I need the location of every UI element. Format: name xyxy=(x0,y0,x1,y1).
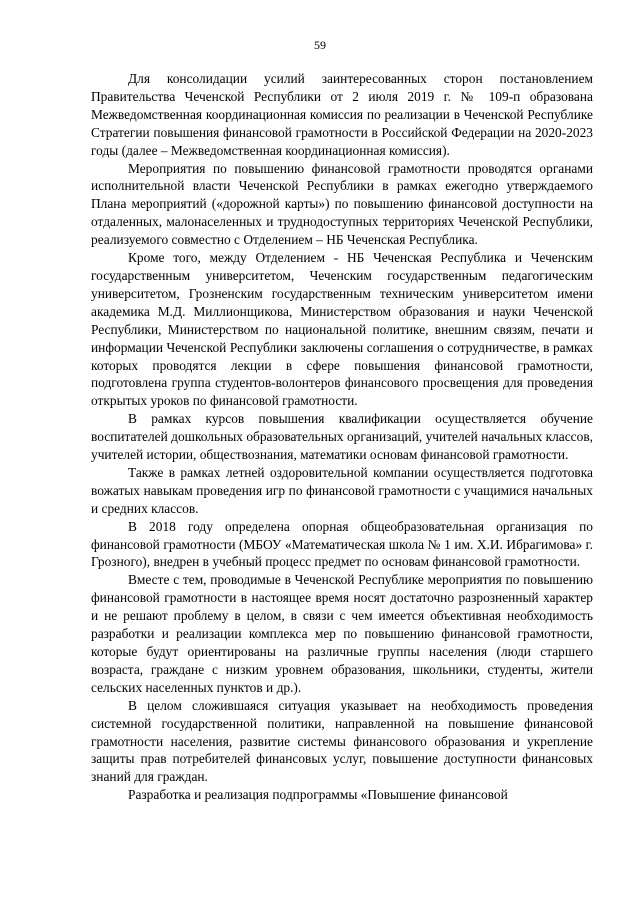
paragraph-teacher-training: В рамках курсов повышения квалификации осуществляется обучение воспитателей дошкольных образовательных организаций, учителей начальных классов, учителей истории, обществознания, математики основам финансовой грамотности. xyxy=(91,411,593,463)
paragraph-subprogram-development: Разработка и реализация подпрограммы «Повышение финансовой xyxy=(128,787,508,803)
page-number: 59 xyxy=(314,38,326,52)
paragraph-summer-camp: Также в рамках летней оздоровительной компании осуществляется подготовка вожатых навыкам проведения игр по финансовой грамотности с учащимися начальных и средних классов. xyxy=(91,464,593,516)
document-body xyxy=(91,70,593,804)
paragraph-roadmap-measures: Мероприятия по повышению финансовой грамотности проводятся органами исполнительной власти Чеченской Республики в рамках ежегодно утверждаемого Плана мероприятий («дорожной карты») по повышению финансовой доступности на отдаленных, малонаселенных и труднодоступных территориях Чеченской Республики, реализуемого совместно с Отделением – НБ Чеченская Республика. xyxy=(91,160,593,248)
paragraph-interdepartmental-commission: Для консолидации усилий заинтересованных сторон постановлением Правительства Чеченской Республики от 2 июля 2019 г. № 109-п образована Межведомственная координационная комиссия по реализации в Чеченской Республике Стратегии повышения финансовой грамотности в Российской Федерации на 2020-2023 годы (далее – Межведомственная координационная комиссия). xyxy=(91,71,593,158)
paragraph-fragmented-measures: Вместе с тем, проводимые в Чеченской Республике мероприятия по повышению финансовой грамотности в настоящее время носят достаточно разрозненный характер и не решают проблему в целом, в связи с чем имеется объективная необходимость разработки и реализации комплекса мер по повышению финансовой грамотности, которые будут ориентированы на различные группы населения (люди старшего возраста, граждане с низким уровнем образования, школьники, студенты, жители сельских населенных пунктов и др.). xyxy=(91,572,593,695)
paragraph-state-policy-need: В целом сложившаяся ситуация указывает на необходимость проведения системной государственной политики, направленной на повышение финансовой грамотности населения, развитие системы финансового образования и укрепление защиты прав потребителей финансовых услуг, повышение доступности финансовых знаний для граждан. xyxy=(91,697,593,785)
paragraph-reference-school: В 2018 году определена опорная общеобразовательная организация по финансовой грамотности (МБОУ «Математическая школа № 1 им. Х.И. Ибрагимова» г. Грозного), внедрен в учебный процесс предмет по основам финансовой грамотности. xyxy=(91,518,593,570)
paragraph-cooperation-agreements: Кроме того, между Отделением - НБ Чеченская Республика и Чеченским государственным университетом, Чеченским государственным педагогическим университетом, Грозненским государственным техническим университетом имени академика М.Д. Миллионщикова, Министерством образования и науки Чеченской Республики, Министерством по национальной политике, внешним связям, печати и информации Чеченской Республики заключены соглашения о сотрудничестве, в рамках которых проводятся лекции в сфере повышения финансовой грамотности, подготовлена группа студентов-волонтеров финансового просвещения для проведения открытых уроков по финансовой грамотности. xyxy=(91,250,593,409)
